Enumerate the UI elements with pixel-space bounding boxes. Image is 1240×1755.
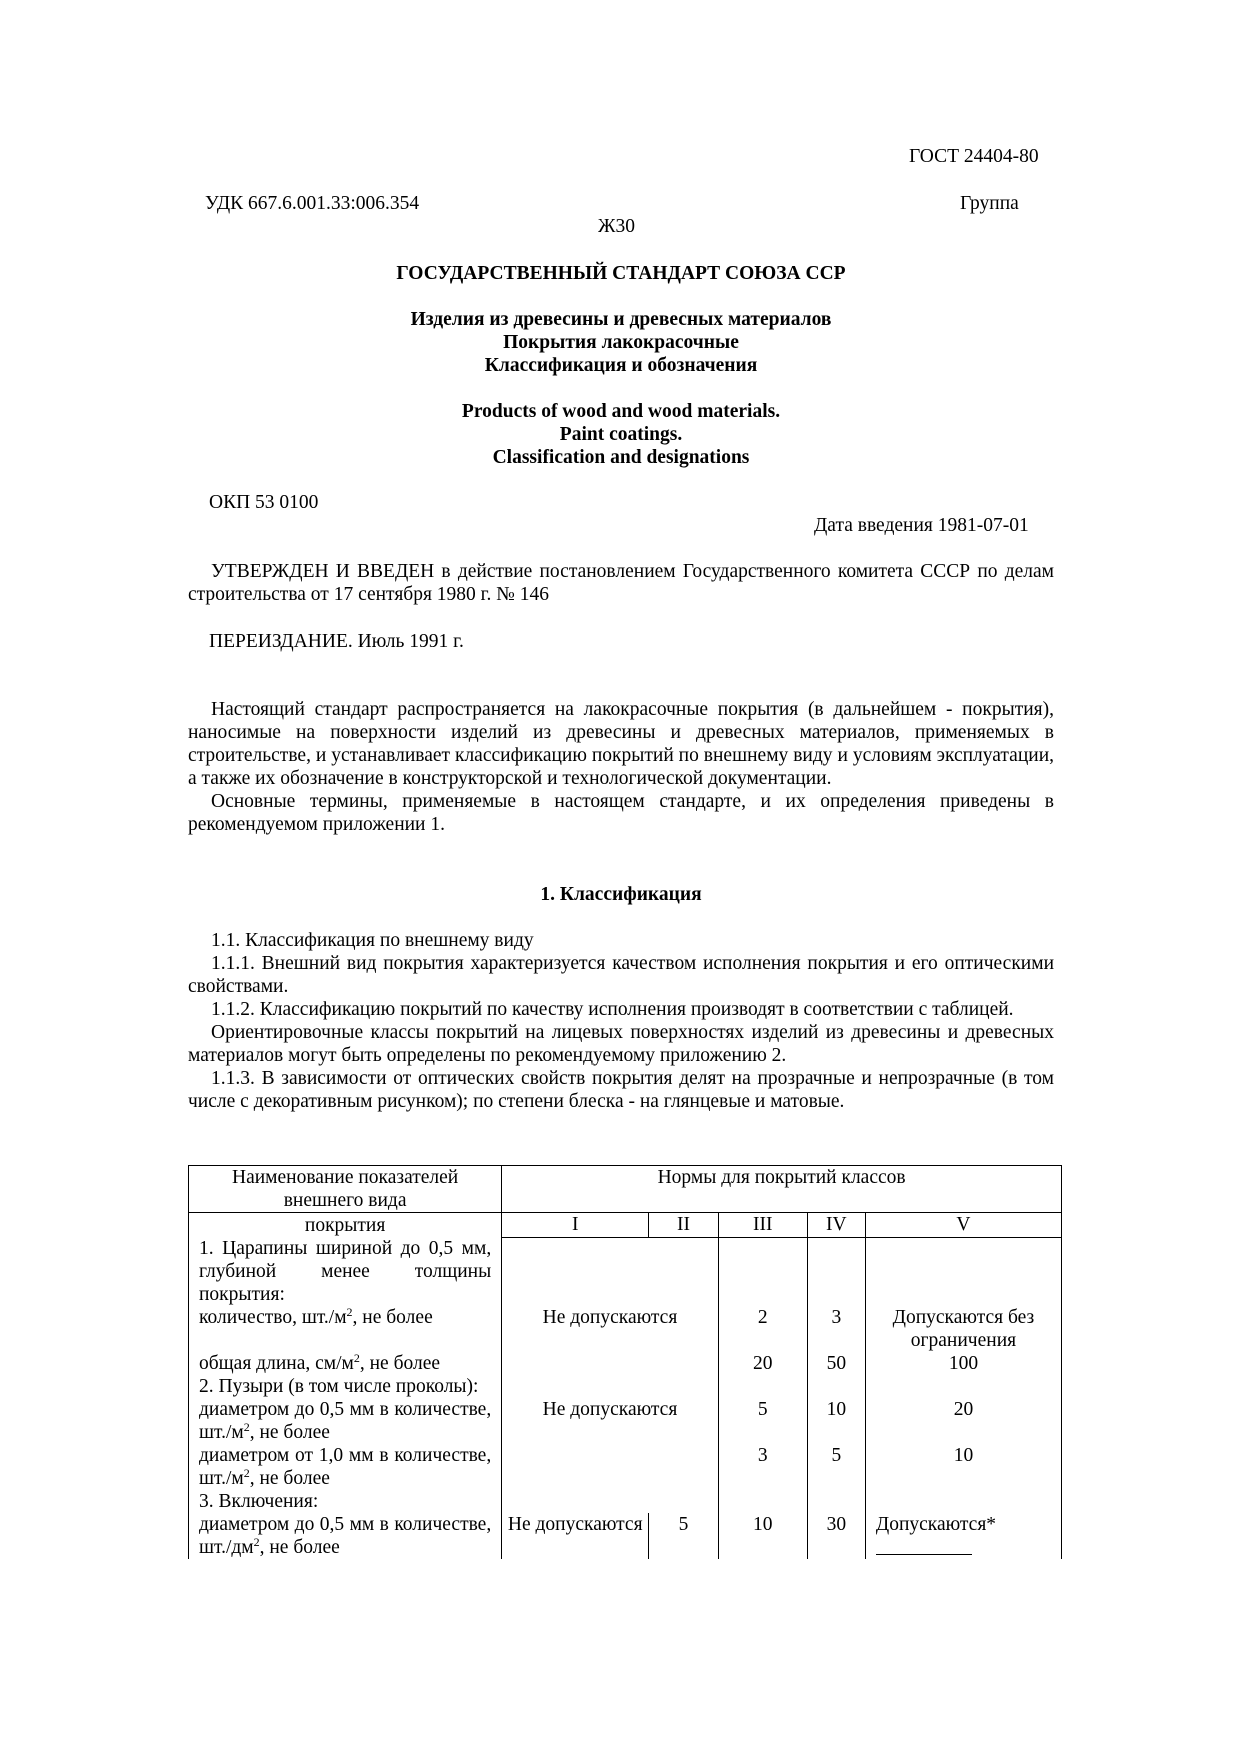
class-header: II bbox=[649, 1213, 718, 1238]
class-header: I bbox=[502, 1213, 649, 1238]
table-row: диаметром до 0,5 мм в количестве, $шт./дм^2$, не более Не допускаются 5 10 30 Допускаются* bbox=[189, 1513, 1062, 1559]
udk-code: УДК 667.6.001.33:006.354 bbox=[205, 193, 420, 214]
class-header: V bbox=[865, 1213, 1061, 1238]
inclusions-class-v: Допускаются* bbox=[865, 1513, 1061, 1559]
table-row bbox=[189, 1490, 1062, 1513]
clause-1-1: 1.1. Классификация по внешнему виду bbox=[211, 930, 534, 951]
clause-1-1-3: 1.1.3. В зависимости от оптических свойств покрытия делят на прозрачные и непрозрачные (в том числе с декоративным рисунком); по степени блеска - на глянцевые и матовые. bbox=[188, 1068, 1054, 1112]
row-bubbles-large: диаметром от 1,0 мм в количестве, $шт./м^2$, не более bbox=[189, 1444, 502, 1490]
row-scratches-length: общая длина, $см/м^2$, не более bbox=[189, 1352, 502, 1375]
introduction-date: Дата введения 1981-07-01 bbox=[814, 515, 1029, 536]
gost-number: ГОСТ 24404-80 bbox=[909, 146, 1039, 167]
state-standard-title: ГОСУДАРСТВЕННЫЙ СТАНДАРТ СОЮЗА ССР bbox=[396, 263, 846, 284]
header-norms: Нормы для покрытий классов bbox=[502, 1166, 1062, 1213]
reissue-note: ПЕРЕИЗДАНИЕ. Июль 1991 г. bbox=[209, 631, 464, 652]
footnote-line bbox=[876, 1536, 972, 1555]
group-code: Ж30 bbox=[598, 216, 635, 237]
ru-title-line-1: Изделия из древесины и древесных материалов bbox=[410, 309, 832, 330]
en-title-line-3: Classification and designations bbox=[492, 447, 750, 468]
coating-classes-table bbox=[188, 1165, 1062, 1559]
row-scratches-count: количество, $шт./м^2$, не более bbox=[189, 1306, 502, 1352]
header-indicator-name: Наименование показателей внешнего вида покрытия bbox=[189, 1166, 502, 1238]
class-header: III bbox=[718, 1213, 807, 1238]
approval-paragraph: УТВЕРЖДЕН И ВВЕДЕН в действие постановлением Государственного комитета СССР по делам строительства от 17 сентября 1980 г. № 146 bbox=[188, 561, 1054, 605]
intro-paragraph-terms: Основные термины, применяемые в настоящем стандарте, и их определения приведены в рекомендуемом приложении 1. bbox=[188, 791, 1054, 835]
row-inclusions-title: 3. Включения: bbox=[189, 1490, 502, 1513]
section-heading: 1. Классификация bbox=[540, 884, 702, 905]
ru-title bbox=[188, 308, 1054, 377]
en-title bbox=[188, 400, 1054, 469]
table-row bbox=[189, 1237, 1062, 1306]
table-row: диаметром от 1,0 мм в количестве, $шт./м^2$, не более 3 5 10 bbox=[189, 1444, 1062, 1490]
class-header: IV bbox=[807, 1213, 865, 1238]
ru-title-line-2: Покрытия лакокрасочные bbox=[503, 332, 739, 353]
intro-text bbox=[188, 698, 1054, 836]
en-title-line-2: Paint coatings. bbox=[559, 424, 683, 445]
row-scratches-title: 1. Царапины шириной до 0,5 мм, глубиной менее толщины покрытия: bbox=[189, 1237, 502, 1306]
intro-paragraph-scope: Настоящий стандарт распространяется на лакокрасочные покрытия (в дальнейшем - покрытия), наносимые на поверхности изделий из древесины и древесных материалов, применяемых в строительстве, и устанавливает классификацию покрытий по внешнему виду и условиям эксплуатации, а также их обозначение в конструкторской и технологической документации. bbox=[188, 699, 1054, 789]
clause-1-1-2-note: Ориентировочные классы покрытий на лицевых поверхностях изделий из древесины и древесных материалов могут быть определены по рекомендуемому приложению 2. bbox=[188, 1022, 1054, 1066]
en-title-line-1: Products of wood and wood materials. bbox=[461, 401, 781, 422]
row-inclusions-small: диаметром до 0,5 мм в количестве, $шт./дм^2$, не более bbox=[189, 1513, 502, 1559]
ru-title-line-3: Классификация и обозначения bbox=[484, 355, 758, 376]
group-label: Группа bbox=[960, 193, 1019, 214]
section-text bbox=[188, 929, 1054, 1113]
okp-code: ОКП 53 0100 bbox=[209, 492, 319, 513]
table-row: общая длина, $см/м^2$, не более 20 50 100 bbox=[189, 1352, 1062, 1375]
table-header-row bbox=[189, 1166, 1062, 1213]
clause-1-1-1: 1.1.1. Внешний вид покрытия характеризуется качеством исполнения покрытия и его оптическими свойствами. bbox=[188, 953, 1054, 997]
table-row: количество, $шт./м^2$, не более Не допускаются 2 3 Допускаются без ограничения bbox=[189, 1306, 1062, 1352]
row-bubbles-small: диаметром до 0,5 мм в количестве, $шт./м^2$, не более bbox=[189, 1398, 502, 1444]
clause-1-1-2: 1.1.2. Классификацию покрытий по качеству исполнения производят в соответствии с таблицей. bbox=[211, 999, 1014, 1020]
table-row: диаметром до 0,5 мм в количестве, $шт./м^2$, не более Не допускаются 5 10 20 bbox=[189, 1398, 1062, 1444]
row-bubbles-title: 2. Пузыри (в том числе проколы): bbox=[189, 1375, 502, 1398]
table-row bbox=[189, 1375, 1062, 1398]
